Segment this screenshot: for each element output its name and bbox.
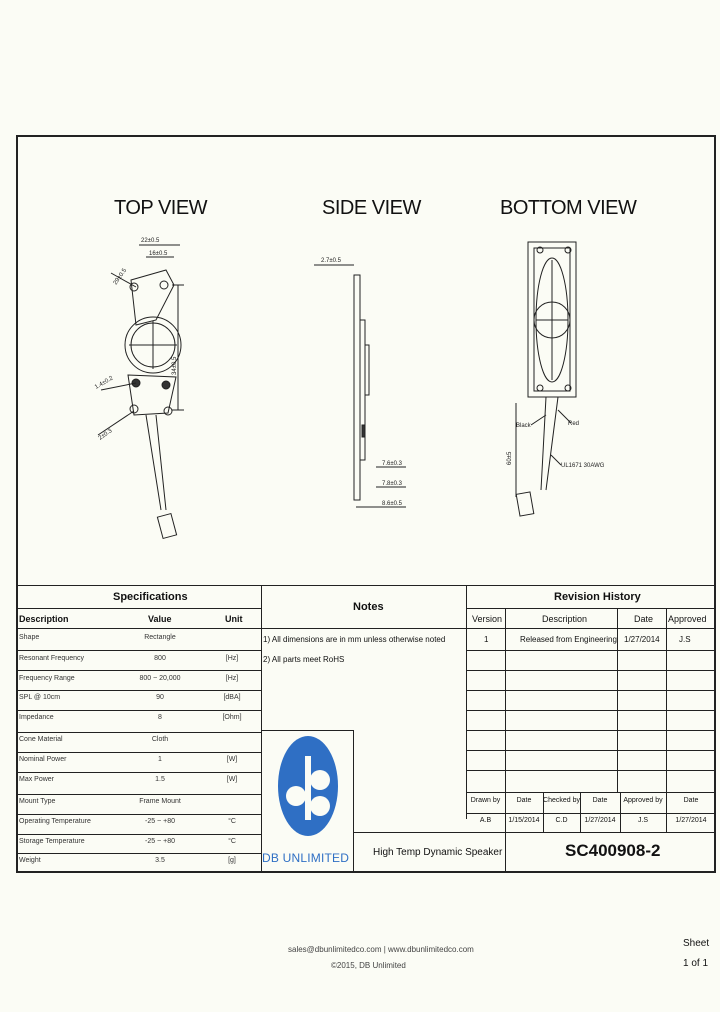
spec-row-value: 8 (158, 714, 162, 721)
bottom-view-title: BOTTOM VIEW (500, 197, 637, 219)
rev-header-version: Version (472, 614, 503, 624)
spec-row-line (16, 752, 261, 753)
revision-title-line (466, 608, 716, 609)
spec-row-value: 800 (154, 655, 166, 662)
footer-copyright: ©2015, DB Unlimited (331, 961, 406, 970)
rev-row-line (466, 650, 716, 651)
divider-notes-revision (466, 585, 467, 819)
signoff-value: J.S (637, 817, 649, 824)
spec-row-desc: Operating Temperature (19, 818, 91, 825)
rev-header-date: Date (634, 614, 654, 624)
rev-row-date: 1/27/2014 (624, 635, 660, 644)
dim-side-3: 7.8±0.3 (382, 481, 402, 487)
revision-title: Revision History (554, 591, 641, 603)
spec-row-line (16, 853, 261, 854)
spec-row-unit: [Hz] (225, 675, 239, 682)
side-view-drawing (314, 258, 406, 507)
sheet-value: 1 of 1 (683, 958, 709, 969)
spec-row-desc: Impedance (19, 714, 54, 721)
spec-row-unit: [dBA] (223, 694, 241, 701)
spec-row-unit: °C (228, 818, 236, 825)
signoff-header: Approved by (623, 797, 663, 804)
dim-top-4: 29±0.5 (112, 267, 129, 287)
wire-red-label: Red (568, 421, 580, 427)
spec-row-line (16, 794, 261, 795)
product-divider (505, 832, 506, 873)
rev-col-line (617, 608, 618, 792)
rev-row-version: 1 (484, 635, 489, 644)
rev-col-line (666, 608, 667, 792)
spec-row-line (16, 814, 261, 815)
spec-row-line (16, 834, 261, 835)
spec-row-unit: [Ohm] (222, 714, 242, 721)
spec-row-value: 1.5 (155, 776, 165, 783)
signoff-header: Date (683, 797, 699, 804)
spec-header-unit: Unit (225, 614, 243, 624)
spec-row-value: -25 ~ +80 (145, 818, 175, 825)
rev-row-line (466, 750, 716, 751)
logo-right-line (353, 730, 354, 873)
rev-row-description: Released from Engineering (520, 635, 617, 644)
spec-row-desc: Shape (19, 634, 40, 641)
signoff-line (466, 792, 716, 793)
note-2: 2) All parts meet RoHS (263, 655, 345, 664)
rev-row-line (466, 690, 716, 691)
spec-row-value: Frame Mount (139, 798, 181, 805)
signoff-value: A.B (479, 817, 492, 824)
bottom-view-drawing (507, 242, 605, 516)
spec-row-unit: [g] (228, 857, 236, 864)
top-view-drawing (94, 238, 184, 538)
logo-text: DB UNLIMITED (262, 851, 350, 865)
dim-side-1: 2.7±0.5 (321, 258, 341, 264)
spec-row-desc: Resonant Frequency (19, 655, 84, 662)
rev-row-line (466, 730, 716, 731)
note-1: 1) All dimensions are in mm unless otherwise noted (263, 635, 446, 644)
signoff-value: C.D (555, 817, 568, 824)
spec-row-desc: Cone Material (19, 736, 63, 743)
product-name: High Temp Dynamic Speaker (373, 847, 503, 858)
spec-row-value: Cloth (151, 736, 169, 743)
spec-row-unit: °C (228, 838, 236, 845)
rev-row-approved: J.S (679, 635, 691, 644)
rev-row-line (466, 628, 716, 629)
top-view-title: TOP VIEW (114, 197, 208, 219)
signoff-header: Drawn by (470, 797, 501, 804)
spec-row-desc: Mount Type (19, 798, 56, 805)
spec-row-desc: Nominal Power (19, 756, 67, 763)
spec-title: Specifications (113, 591, 188, 603)
signoff-value: 1/15/2014 (508, 817, 540, 824)
part-number: SC400908-2 (565, 841, 661, 860)
wire-black-label: Black (516, 423, 531, 429)
spec-row-line (16, 772, 261, 773)
spec-row-unit: [Hz] (225, 655, 239, 662)
spec-row-value: 1 (158, 756, 162, 763)
spec-row-value: -25 ~ +80 (145, 838, 175, 845)
spec-row-desc: Max Power (19, 776, 55, 783)
rev-col-line (505, 608, 506, 792)
side-view-title: SIDE VIEW (322, 197, 421, 219)
notes-header-line (261, 628, 466, 629)
spec-row-line (16, 732, 261, 733)
spec-row-value: 3.5 (155, 857, 165, 864)
spec-row-desc: Storage Temperature (19, 838, 85, 845)
rev-row-line (466, 770, 716, 771)
signoff-value: 1/27/2014 (675, 817, 707, 824)
spec-row-unit: [W] (226, 756, 238, 763)
dim-top-3: 34±0.5 (172, 356, 178, 375)
dim-top-1: 22±0.5 (141, 238, 160, 244)
dim-top-6: 2±0.3 (97, 428, 114, 442)
rev-row-line (466, 670, 716, 671)
spec-header-desc: Description (19, 614, 69, 624)
logo-top-line (261, 730, 353, 731)
spec-row-value: 800 ~ 20,000 (139, 675, 181, 682)
spec-row-line (16, 690, 261, 691)
rev-header-approved: Approved (668, 614, 707, 624)
rev-row-line (466, 710, 716, 711)
rev-header-description: Description (542, 614, 588, 624)
spec-header-line (16, 628, 261, 629)
notes-title: Notes (353, 601, 384, 613)
spec-row-value: 90 (156, 694, 164, 701)
signoff-header: Date (516, 797, 532, 804)
sheet-label: Sheet (683, 938, 710, 949)
signoff-line (466, 832, 716, 833)
spec-row-desc: Weight (19, 857, 41, 864)
spec-header-value: Value (148, 614, 172, 624)
dim-side-4: 8.6±0.5 (382, 501, 402, 507)
spec-row-line (16, 710, 261, 711)
spec-row-line (16, 670, 261, 671)
signoff-line (466, 813, 716, 814)
dim-side-2: 7.6±0.3 (382, 461, 402, 467)
spec-title-line (16, 608, 261, 609)
spec-row-value: Rectangle (144, 634, 176, 641)
wire-spec-label: UL1671 30AWG (561, 463, 605, 469)
dim-top-2: 16±0.5 (149, 251, 168, 257)
logo-mark (276, 734, 340, 842)
spec-row-desc: SPL @ 10cm (19, 694, 61, 701)
dim-top-5: 1.4±0.2 (94, 375, 115, 391)
spec-row-desc: Frequency Range (19, 675, 75, 682)
signoff-value: 1/27/2014 (584, 817, 616, 824)
spec-row-line (16, 650, 261, 651)
spec-row-unit: [W] (226, 776, 238, 783)
titleblock-top-line (16, 585, 716, 586)
signoff-header: Date (592, 797, 608, 804)
technical-drawings (16, 225, 716, 580)
signoff-header: Checked by (543, 797, 580, 804)
dim-bottom-3: 60±5 (507, 451, 513, 465)
footer-contact: sales@dbunlimitedco.com | www.dbunlimitedco.com (288, 945, 474, 954)
